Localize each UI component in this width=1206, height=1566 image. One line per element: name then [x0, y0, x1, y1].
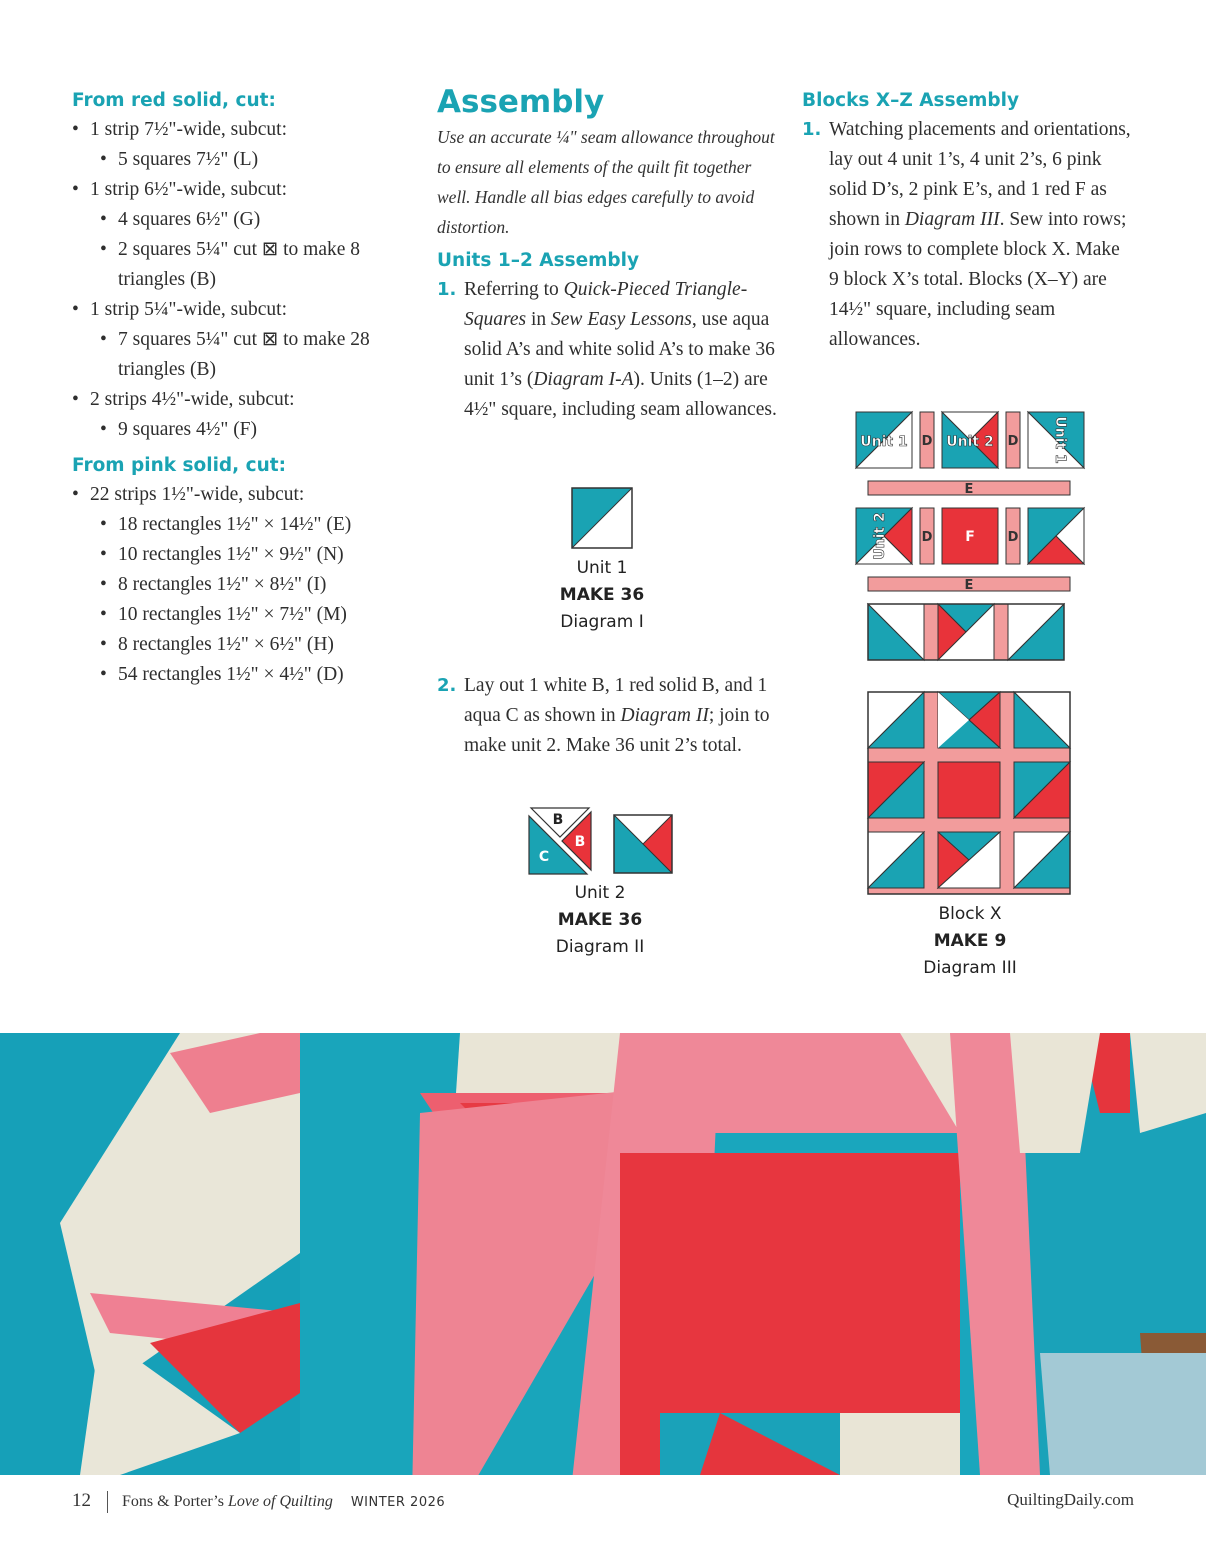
red-cut-list [72, 115, 392, 445]
cut-subitem-list [90, 325, 392, 385]
diagram-2 [500, 806, 700, 961]
label-unit-2: Unit 2 [946, 434, 994, 450]
units-heading: Units 1–2 Assembly [437, 250, 640, 271]
cut-item [72, 385, 392, 445]
quilt-photo-image [0, 1033, 1206, 1475]
step-text: . Sew into rows; join rows to complete block X. Make 9 block X’s total. Blocks (X–Y) are 14½" square, including seam allowances. [829, 209, 1127, 350]
unit-1-diagram [571, 487, 633, 549]
caption-line: Block X [938, 904, 1002, 924]
step-text: Lay out 1 white B, 1 red solid B, and 1 aqua C as shown in [464, 675, 768, 726]
caption-make: MAKE 9 [933, 931, 1007, 951]
caption-line: Unit 1 [576, 558, 628, 578]
cut-item-text: 1 strip 7½"-wide, subcut: [90, 119, 287, 140]
unit-2-exploded-diagram [527, 806, 593, 876]
cut-item-text: 1 strip 6½"-wide, subcut: [90, 179, 287, 200]
middle-step-2 [437, 671, 777, 761]
cut-item [72, 480, 392, 690]
caption-make: MAKE 36 [557, 910, 643, 930]
diagram-2-caption [500, 880, 700, 961]
cut-item [72, 295, 392, 385]
caption-make: MAKE 36 [559, 585, 645, 605]
step-text: ). Units (1–2) are 4½" square, including seam allowances. [464, 369, 777, 420]
pink-cut-list [72, 480, 392, 690]
cut-subitem: • 7 squares 5¼" cut ⊠ to make 28 triangles (B) [100, 325, 392, 385]
label-d: D [921, 434, 933, 449]
label-f: F [965, 529, 975, 545]
page-number: 12 [72, 1490, 91, 1511]
cut-subitem: • 10 rectangles 1½" × 9½" (N) [100, 540, 392, 570]
cut-subitem-list [90, 145, 392, 175]
cut-subitem-list [90, 415, 392, 445]
red-cut-heading: From red solid, cut: [72, 90, 276, 111]
publication-text: Fons & Porter’s [122, 1493, 228, 1510]
publication-name [122, 1493, 333, 1510]
step-number: 1. [437, 279, 457, 300]
diagram-1-caption [520, 555, 684, 636]
units-steps [437, 275, 777, 425]
label-d: D [1007, 434, 1019, 449]
middle-column [437, 84, 777, 425]
unit-step-2 [437, 671, 777, 761]
step-text: Watching placements and orientations, lay out 4 unit 1’s, 4 unit 2’s, 6 pink solid D’s, 2 pink E’s, and 1 red F as shown in [829, 119, 1131, 230]
cut-subitem-list [90, 510, 392, 690]
cut-subitem: • 18 rectangles 1½" × 14½" (E) [100, 510, 392, 540]
label-unit-2-rotated: Unit 2 [872, 512, 888, 560]
step-ref: Quick-Pieced Triangle-Squares [464, 279, 748, 330]
issue-label: WINTER 2026 [350, 1495, 446, 1510]
quilt-photo [0, 1033, 1206, 1475]
unit-2-diagram [613, 814, 673, 874]
completed-block [868, 692, 1070, 894]
right-column [802, 90, 1132, 355]
label-unit-1: Unit 1 [860, 434, 908, 450]
label-c: C [538, 849, 550, 865]
cut-item [72, 175, 392, 295]
label-e: E [964, 578, 974, 593]
unit-2-middle-right [1028, 508, 1084, 564]
blocks-heading: Blocks X–Z Assembly [802, 90, 1020, 111]
step-ref: Diagram II [620, 705, 709, 726]
site-link[interactable]: QuiltingDaily.com [1007, 1490, 1134, 1509]
block-x-layout-diagram [850, 408, 1090, 898]
diagram-3 [850, 408, 1090, 982]
assembly-intro: Use an accurate ¼" seam allowance throughout to ensure all elements of the quilt fit together well. Handle all bias edges carefully to avoid distortion. [437, 127, 775, 237]
cut-subitem-list [90, 205, 392, 295]
cut-subitem: • 9 squares 4½" (F) [100, 415, 392, 445]
left-column [72, 90, 392, 690]
step-text: ; join to make unit 2. Make 36 unit 2’s total. [464, 705, 770, 756]
cut-subitem: • 2 squares 5¼" cut ⊠ to make 8 triangles (B) [100, 235, 392, 295]
publication-title: Love of Quilting [227, 1493, 333, 1510]
cut-item-text: 1 strip 5¼"-wide, subcut: [90, 299, 287, 320]
caption-diagram: Diagram II [555, 937, 645, 957]
step-text: , use aqua solid A’s and white solid A’s to make 36 unit 1’s ( [464, 309, 775, 390]
diagram-1 [520, 487, 684, 636]
step-text: in [526, 309, 552, 330]
step-ref: Sew Easy Lessons [551, 309, 692, 330]
label-d: D [1007, 530, 1019, 545]
cut-subitem: • 8 rectangles 1½" × 8½" (I) [100, 570, 392, 600]
caption-line: Unit 2 [574, 883, 626, 903]
units-steps-2 [437, 671, 777, 761]
step-ref: Diagram III [904, 209, 1000, 230]
diagram-3-caption [850, 901, 1090, 982]
blocks-steps [802, 115, 1132, 355]
step-text: Referring to [464, 279, 564, 300]
cut-subitem: • 54 rectangles 1½" × 4½" (D) [100, 660, 392, 690]
label-unit-1-rotated: Unit 1 [1052, 416, 1068, 464]
footer-divider [107, 1491, 108, 1513]
pink-cut-heading: From pink solid, cut: [72, 455, 286, 476]
cut-item-text: 22 strips 1½"-wide, subcut: [90, 484, 305, 505]
page-footer [72, 1490, 1134, 1520]
cut-subitem: • 10 rectangles 1½" × 7½" (M) [100, 600, 392, 630]
step-ref: Diagram I-A [533, 369, 634, 390]
cut-subitem: • 5 squares 7½" (L) [100, 145, 392, 175]
unit-step-1 [437, 275, 777, 425]
label-b-red: B [574, 834, 586, 850]
cut-subitem: • 4 squares 6½" (G) [100, 205, 392, 235]
label-b-white: B [552, 812, 564, 828]
step-number: 1. [802, 119, 822, 140]
caption-diagram: Diagram III [923, 958, 1017, 978]
cut-item-text: 2 strips 4½"-wide, subcut: [90, 389, 295, 410]
block-step-1 [802, 115, 1132, 355]
row-3-joined [868, 604, 1064, 660]
label-d: D [921, 530, 933, 545]
assembly-title: Assembly [437, 84, 605, 120]
cut-item [72, 115, 392, 175]
label-e: E [964, 482, 974, 497]
caption-diagram: Diagram I [560, 612, 644, 632]
step-number: 2. [437, 675, 457, 696]
cut-subitem: • 8 rectangles 1½" × 6½" (H) [100, 630, 392, 660]
